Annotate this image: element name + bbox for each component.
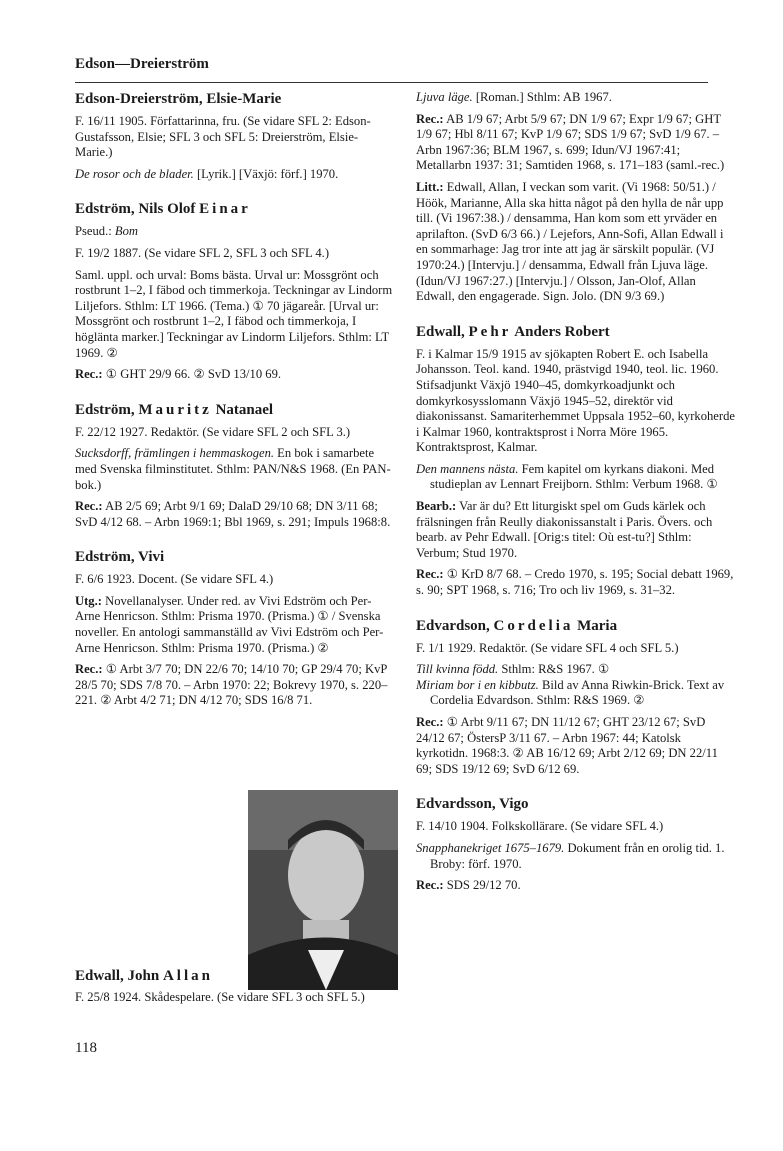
heading-part: Edström, — [75, 401, 139, 418]
edited-works — [75, 594, 393, 656]
entry-edvardson-cordelia — [416, 617, 736, 778]
work-details: Fem kapitel om kyrkans diakoni. Med studieplan av Lennart Freijborn. Sthlm: Verbum 1968. ① — [430, 461, 718, 492]
heading-part: Maria — [573, 617, 618, 634]
work — [75, 446, 393, 493]
header-rule — [75, 82, 708, 83]
reviews-text: ① KrD 8/7 68. – Credo 1970, s. 195; Social debatt 1969, s. 90; SPT 1968, s. 716; Tro och liv 1969, s. 31–32. — [416, 567, 734, 598]
pseudonym-value: Bom — [114, 224, 138, 239]
work — [416, 662, 736, 678]
reviews-text: SDS 29/12 70. — [446, 878, 521, 893]
label: Pseud.: — [75, 224, 112, 239]
work-title: Snapphanekriget 1675–1679. — [416, 840, 565, 855]
entry-heading — [416, 617, 736, 635]
work-details: Dokument från en orolig tid. 1. Broby: förf. 1970. — [430, 840, 725, 871]
heading-callname: Mauritz — [138, 401, 212, 418]
heading-part: Edwall, John — [75, 968, 163, 984]
label: Rec.: — [416, 878, 444, 893]
heading-callname: Einar — [199, 201, 251, 218]
adaptation — [416, 499, 736, 561]
work-title: Ljuva läge. — [416, 90, 473, 104]
label: Rec.: — [416, 567, 444, 582]
biography: F. i Kalmar 15/9 1915 av sjökapten Robert E. och Isabella Johansson. Teol. kand. 1940, prästvigd 1940, teol. lic. 1960. Stifsadjunkt Växjö 1940–45, domkyrkoadjunkt och domkyrkosysslomann Växjö 1945–52, direktör vid diakonissanst. Samariterhemmet Uppsala 1952–60, kyrkoherde i Kalmar 1960, kontraktsprost i Norra Möre 1965. Kontraktsprost, Kalmar. — [416, 346, 735, 455]
reviews-text: ① Arbt 3/7 70; DN 22/6 70; 14/10 70; GP 29/4 70; KvP 28/5 70; SDS 7/8 70. – Arbn 1970: 22; Bokrevy 1970, s. 220–221. ② Arbt 4/2 71; DN 4/12 70; SDS 16/8 71. — [75, 662, 388, 708]
entry-edstrom-einar — [75, 200, 393, 382]
work — [416, 841, 736, 872]
work-title: Miriam bor i en kibbutz. — [416, 677, 539, 692]
biography: F. 1/1 1929. Redaktör. (Se vidare SFL 4 och SFL 5.) — [416, 640, 679, 655]
reviews-text: AB 1/9 67; Arbt 5/9 67; DN 1/9 67; Expr 1/9 67; GHT 1/9 67; Hbl 8/11 67; KvP 1/9 67; SDS 1/9 67; SvD 1/9 67. – Arbn 1967:36; BLM 1967, s. 699; Idun/VJ 1967:41; Metallarbn 1937: 31; Samtiden 1968, s. 171–183 (saml.-rec.) — [416, 111, 725, 173]
heading-part: Anders Robert — [511, 323, 610, 340]
heading-callname: Allan — [162, 968, 213, 984]
label: Rec.: — [416, 715, 444, 729]
entry-heading-edwall-allan — [75, 968, 245, 985]
reviews — [75, 367, 393, 383]
entry-edwall-allan-cont — [416, 90, 736, 305]
work-details: [Lyrik.] [Växjö: förf.] 1970. — [193, 166, 339, 181]
work — [416, 678, 736, 709]
heading-callname: Cordelia — [493, 617, 574, 634]
work-title: Sucksdorff, främlingen i hemmaskogen. — [75, 446, 275, 461]
work-details: Sthlm: R&S 1967. ① — [498, 662, 610, 677]
page-header: Edson—Dreierström — [75, 56, 209, 72]
reviews — [416, 112, 736, 174]
entry-heading — [75, 200, 393, 218]
label: Rec.: — [75, 367, 103, 382]
entry-edstrom-mauritz — [75, 401, 393, 531]
biography: F. 22/12 1927. Redaktör. (Se vidare SFL 2 och SFL 3.) — [75, 424, 351, 439]
label: Rec.: — [75, 499, 103, 514]
work — [416, 462, 736, 493]
literature-text: Edwall, Allan, I veckan som varit. (Vi 1968: 50/51.) / Höök, Marianne, Alla ska hitta något på den hylla de når upp till. (Vi 1967:38.) / densamma, Han kom som ett yrväder en aprilafton. (SvD 6/3 66.) / Lejefors, Ann-Sofi, Allan Edwall i en sommarhage: Jag tror inte att jag är särskilt populär. (VJ 1970:24.) [Intervju.] / densamma, Edwall från Ljuva läge. (Idun/VJ 1967:27.) [Intervju.] / Olsson, Jan-Olof, Allan Edwall, den engagerade. Sign. Jolo. (DN 9/3 69.) — [416, 179, 724, 304]
entry-heading: Edström, Vivi — [75, 549, 165, 566]
label: Rec.: — [75, 662, 103, 677]
biography: F. 19/2 1887. (Se vidare SFL 2, SFL 3 och SFL 4.) — [75, 245, 330, 260]
work-details: [Roman.] Sthlm: AB 1967. — [472, 90, 612, 104]
reviews — [416, 567, 736, 598]
work: Saml. uppl. och urval: Boms bästa. Urval ur: Mossgrönt och rostbrunt 1–2, I fäbod och timmerkoja. Teckningar av Lindorm Liljefors. Sthlm: LT 1966. (Tema.) ① 70 jägareår. [Urval ur: Mossgrönt och rostbrunt 1–2, I fäbod och timmerkoja, I höglänta marker.] Teckningar av Lindorm Liljefors. Sthlm: LT 1969. ② — [75, 267, 393, 360]
entry-edson-dreierstrom — [75, 90, 393, 182]
entry-heading: Edvardsson, Vigo — [416, 796, 529, 813]
work — [75, 167, 393, 183]
reviews — [416, 715, 736, 777]
reviews-text: ① GHT 29/9 66. ② SvD 13/10 69. — [105, 367, 282, 382]
work-details: En bok i samarbete med Svenska filminstitutet. Sthlm: PAN/N&S 1968. (En PAN-bok.) — [75, 446, 391, 492]
heading-part: Edwall, — [416, 323, 469, 340]
entry-heading: Edson-Dreierström, Elsie-Marie — [75, 91, 282, 107]
page-number: 118 — [75, 1040, 97, 1056]
biography-edwall-allan: F. 25/8 1924. Skådespelare. (Se vidare SFL 3 och SFL 5.) — [75, 990, 365, 1004]
entry-heading — [75, 401, 393, 419]
portrait-image — [248, 790, 398, 990]
label: Bearb.: — [416, 499, 457, 514]
work-title: De rosor och de blader. — [75, 166, 194, 181]
heading-part: Edström, Nils Olof — [75, 201, 200, 218]
reviews — [75, 499, 393, 530]
heading-part: Natanael — [211, 401, 274, 418]
heading-part: Edvardson, — [416, 617, 494, 634]
biography: F. 14/10 1904. Folkskollärare. (Se vidare SFL 4.) — [416, 819, 664, 834]
biography: F. 6/6 1923. Docent. (Se vidare SFL 4.) — [75, 572, 274, 587]
adaptation-text: Var är du? Ett liturgiskt spel om Guds kärlek och frälsningen från Reully diakonissanstalt i Paris. Övers. och bearb. av Pehr Edwall. [Orig:s titel: Où est-tu?] Sthlm: Verbum; Stud 1970. — [416, 499, 713, 560]
label: Utg.: — [75, 593, 102, 608]
right-column — [416, 90, 736, 912]
portrait-photo — [248, 790, 398, 990]
entry-edvardsson-vigo — [416, 795, 736, 893]
reviews-text: ① Arbt 9/11 67; DN 11/12 67; GHT 23/12 67; SvD 24/12 67; ÖstersP 3/11 67. – Arbn 1967: 44; Katolsk kyrkotidn. 1968:3. ② AB 16/12 69; Arbt 2/12 69; DN 22/11 69; SDS 19/12 69; SvD 6/12 69. — [416, 715, 718, 776]
entry-heading — [416, 323, 736, 341]
literature — [416, 180, 736, 305]
pseudonym — [75, 224, 393, 240]
edited-text: Novellanalyser. Under red. av Vivi Edström och Per-Arne Henricson. Sthlm: Prisma 1970. (Prisma.) ① / Svenska noveller. En antologi sammanställd av Vivi Edström och Per-Arne Henricson. Sthlm: Prisma 1970. (Prisma.) ② — [75, 593, 384, 655]
entry-edwall-pehr — [416, 323, 736, 599]
reviews — [416, 878, 736, 894]
label: Rec.: — [416, 111, 444, 126]
work-title: Till kvinna född. — [416, 662, 499, 677]
work — [416, 90, 736, 106]
biography: F. 16/11 1905. Författarinna, fru. (Se vidare SFL 2: Edson-Gustafsson, Elsie; SFL 3 och SFL 5: Dreierström, Elsie-Marie.) — [75, 114, 371, 160]
work-title: Den mannens nästa. — [416, 461, 519, 476]
entry-edstrom-vivi — [75, 548, 393, 709]
label: Litt.: — [416, 179, 444, 194]
left-column — [75, 90, 393, 727]
reviews — [75, 662, 393, 709]
work-details: Bild av Anna Riwkin-Brick. Text av Cordelia Edvardson. Sthlm: R&S 1969. ② — [430, 677, 725, 708]
reviews-text: AB 2/5 69; Arbt 9/1 69; DalaD 29/10 68; DN 3/11 68; SvD 4/12 68. – Arbn 1969:1; Bbl 1969, s. 291; Impuls 1968:8. — [75, 499, 391, 529]
heading-callname: Pehr — [468, 323, 512, 340]
